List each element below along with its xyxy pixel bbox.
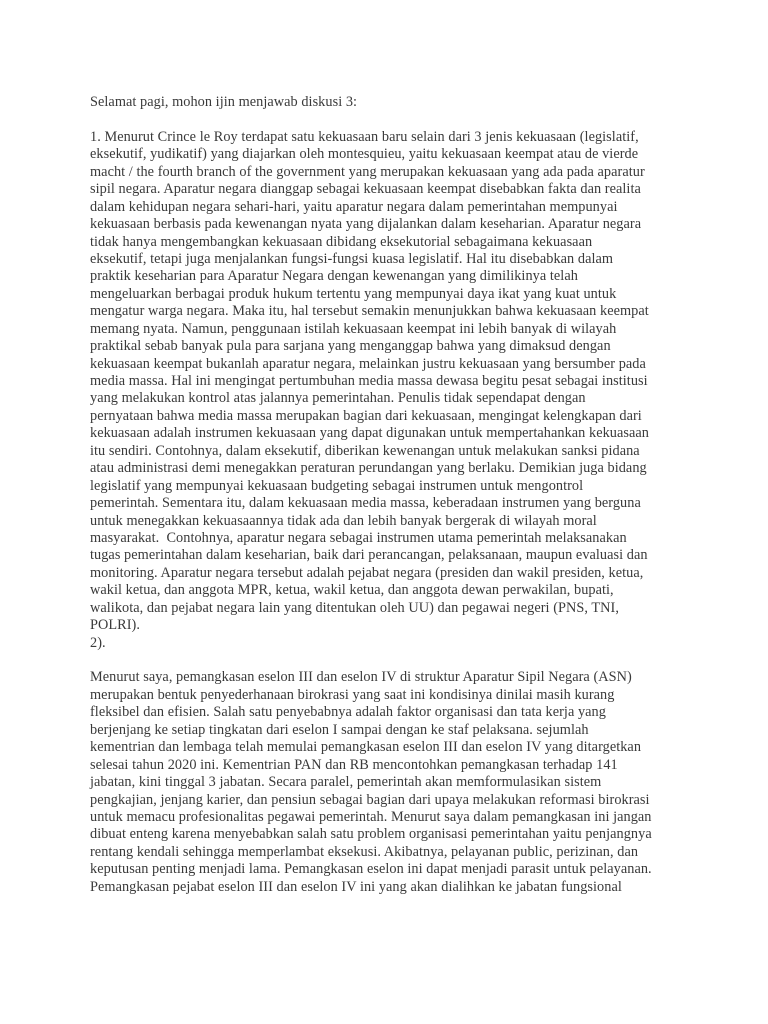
text-line: legislatif yang mempunyai kekuasaan budgeting sebagai instrumen untuk mengontrol	[90, 477, 584, 494]
text-line: kekuasaan adalah instrumen kekuasaan yang dapat digunakan untuk mempertahankan kekuasaan	[90, 425, 649, 442]
text-line: 2).	[90, 634, 106, 651]
text-line: pernyataan bahwa media massa merupakan bagian dari kekuasaan, mengingat kelengkapan dari	[90, 407, 642, 424]
text-line: kekuasaan keempat bukanlah aparatur negara, melainkan justru kekuasaan yang bersumber pada	[90, 355, 646, 372]
text-line: dalam kehidupan negara sehari-hari, yaitu aparatur negara dalam pemerintahan mempunyai	[90, 198, 618, 215]
text-line: monitoring. Aparatur negara tersebut adalah pejabat negara (presiden dan wakil presiden, ketua,	[90, 564, 644, 581]
text-line: kekuasaan berbasis pada kewenangan nyata yang dijalankan dalam keseharian. Aparatur negara	[90, 216, 642, 233]
text-line: fleksibel dan efisien. Salah satu penyebabnya adalah faktor organisasi dan tata kerja yang	[90, 704, 606, 721]
text-line: 1. Menurut Crince le Roy terdapat satu kekuasaan baru selain dari 3 jenis kekuasaan (legislatif,	[90, 128, 639, 145]
text-line: tidak hanya mengembangkan kekuasaan dibidang eksekutorial sebagaimana kekuasaan	[90, 233, 593, 250]
text-line: praktik keseharian para Aparatur Negara dengan kewenangan yang dimilikinya telah	[90, 268, 578, 285]
text-line: merupakan bentuk penyederhanaan birokrasi yang saat ini kondisinya dinilai masih kurang	[90, 686, 615, 703]
text-line: untuk memacu profesionalitas pegawai pemerintah. Menurut saya dalam pemangkasan ini jangan	[90, 808, 652, 825]
text-line: jabatan, kini tinggal 3 jabatan. Secara paralel, pemerintah akan memformulasikan sistem	[90, 774, 602, 791]
text-line: pemerintah. Sementara itu, dalam kekuasaan media massa, keberadaan instrumen yang berguna	[90, 495, 641, 512]
text-line: pengkajian, jenjang karier, dan pensiun sebagai bagian dari upaya melakukan reformasi birokrasi	[90, 791, 650, 808]
text-line: praktikal sebab banyak pula para sarjana yang menganggap bahwa yang dimaksud dengan	[90, 338, 611, 355]
section-1	[90, 129, 686, 652]
text-line: wakil ketua, dan anggota MPR, ketua, wakil ketua, dan anggota dewan perwakilan, bupati,	[90, 582, 614, 599]
text-line: Pemangkasan pejabat eselon III dan eselon IV ini yang akan dialihkan ke jabatan fungsional	[90, 878, 622, 895]
text-line: mengatur warga negara. Maka itu, hal tersebut semakin menunjukkan bahwa kekuasaan keempat	[90, 303, 649, 320]
text-line: masyarakat. Contohnya, aparatur negara sebagai instrumen utama pemerintah melaksanakan	[90, 529, 627, 546]
text-line: media massa. Hal ini mengingat pertumbuhan media massa dewasa begitu pesat sebagai institusi	[90, 373, 648, 389]
paragraph-spacer	[90, 111, 686, 128]
text-line: eksekutif, yudikatif) yang diajarkan oleh montesquieu, yaitu kekuasaan keempat atau de vierde	[90, 146, 639, 163]
text-line: walikota, dan pejabat negara lain yang ditentukan oleh UU) dan pegawai negeri (PNS, TNI,	[90, 599, 619, 616]
text-line: kementrian dan lembaga telah memulai pemangkasan eselon III dan eselon IV yang ditargetkan	[90, 739, 642, 756]
text-line: tugas pemerintahan dalam keseharian, baik dari perancangan, pelaksanaan, maupun evaluasi dan	[90, 547, 648, 564]
text-line: dibuat enteng karena menyebabkan salah satu problem organisasi pemerintahan yaitu penjangnya	[90, 826, 652, 843]
text-line: untuk menegakkan kekuasaannya tidak ada dan lebih banyak bergerak di wilayah moral	[90, 512, 597, 529]
greeting-line: Selamat pagi, mohon ijin menjawab diskusi 3:	[90, 94, 358, 110]
section-2	[90, 669, 686, 896]
text-line: itu sendiri. Contohnya, dalam eksekutif, diberikan kewenangan untuk melakukan sanksi pidana	[90, 442, 640, 459]
text-line: mengeluarkan berbagai produk hukum tertentu yang mempunyai daya ikat yang kuat untuk	[90, 285, 617, 302]
text-line: memang nyata. Namun, penggunaan istilah kekuasaan keempat ini lebih banyak di wilayah	[90, 320, 617, 337]
text-line: yang melakukan kontrol atas jalannya pemerintahan. Penulis tidak sependapat dengan	[90, 390, 586, 407]
document-text	[90, 94, 686, 896]
text-line: sipil negara. Aparatur negara dianggap sebagai kekuasaan keempat disebabkan fakta dan realita	[90, 181, 641, 198]
text-line: POLRI).	[90, 617, 140, 634]
text-line: keputusan penting menjadi lama. Pemangkasan eselon ini dapat menjadi parasit untuk pelayanan.	[90, 861, 652, 878]
text-line: eksekutif, tetapi juga menjalankan fungsi-fungsi kuasa legislatif. Hal itu disebabkan dalam	[90, 250, 614, 267]
text-line: selesai tahun 2020 ini. Kementrian PAN dan RB mencontohkan pemangkasan terhadap 141	[90, 756, 618, 773]
text-line: berjenjang ke setiap tingkatan dari eselon I sampai dengan ke staf pelaksana. sejumlah	[90, 721, 589, 738]
paragraph-spacer	[90, 652, 686, 669]
text-line: atau administrasi demi menegakkan peraturan perundangan yang berlaku. Demikian juga bidang	[90, 460, 647, 477]
text-line: rentang kendali sehingga memperlambat eksekusi. Akibatnya, pelayanan public, perizinan, dan	[90, 843, 639, 860]
text-line: macht / the fourth branch of the government yang merupakan kekuasaan yang ada pada aparatur	[90, 163, 645, 180]
text-line: Menurut saya, pemangkasan eselon III dan eselon IV di struktur Aparatur Sipil Negara (ASN)	[90, 669, 632, 686]
